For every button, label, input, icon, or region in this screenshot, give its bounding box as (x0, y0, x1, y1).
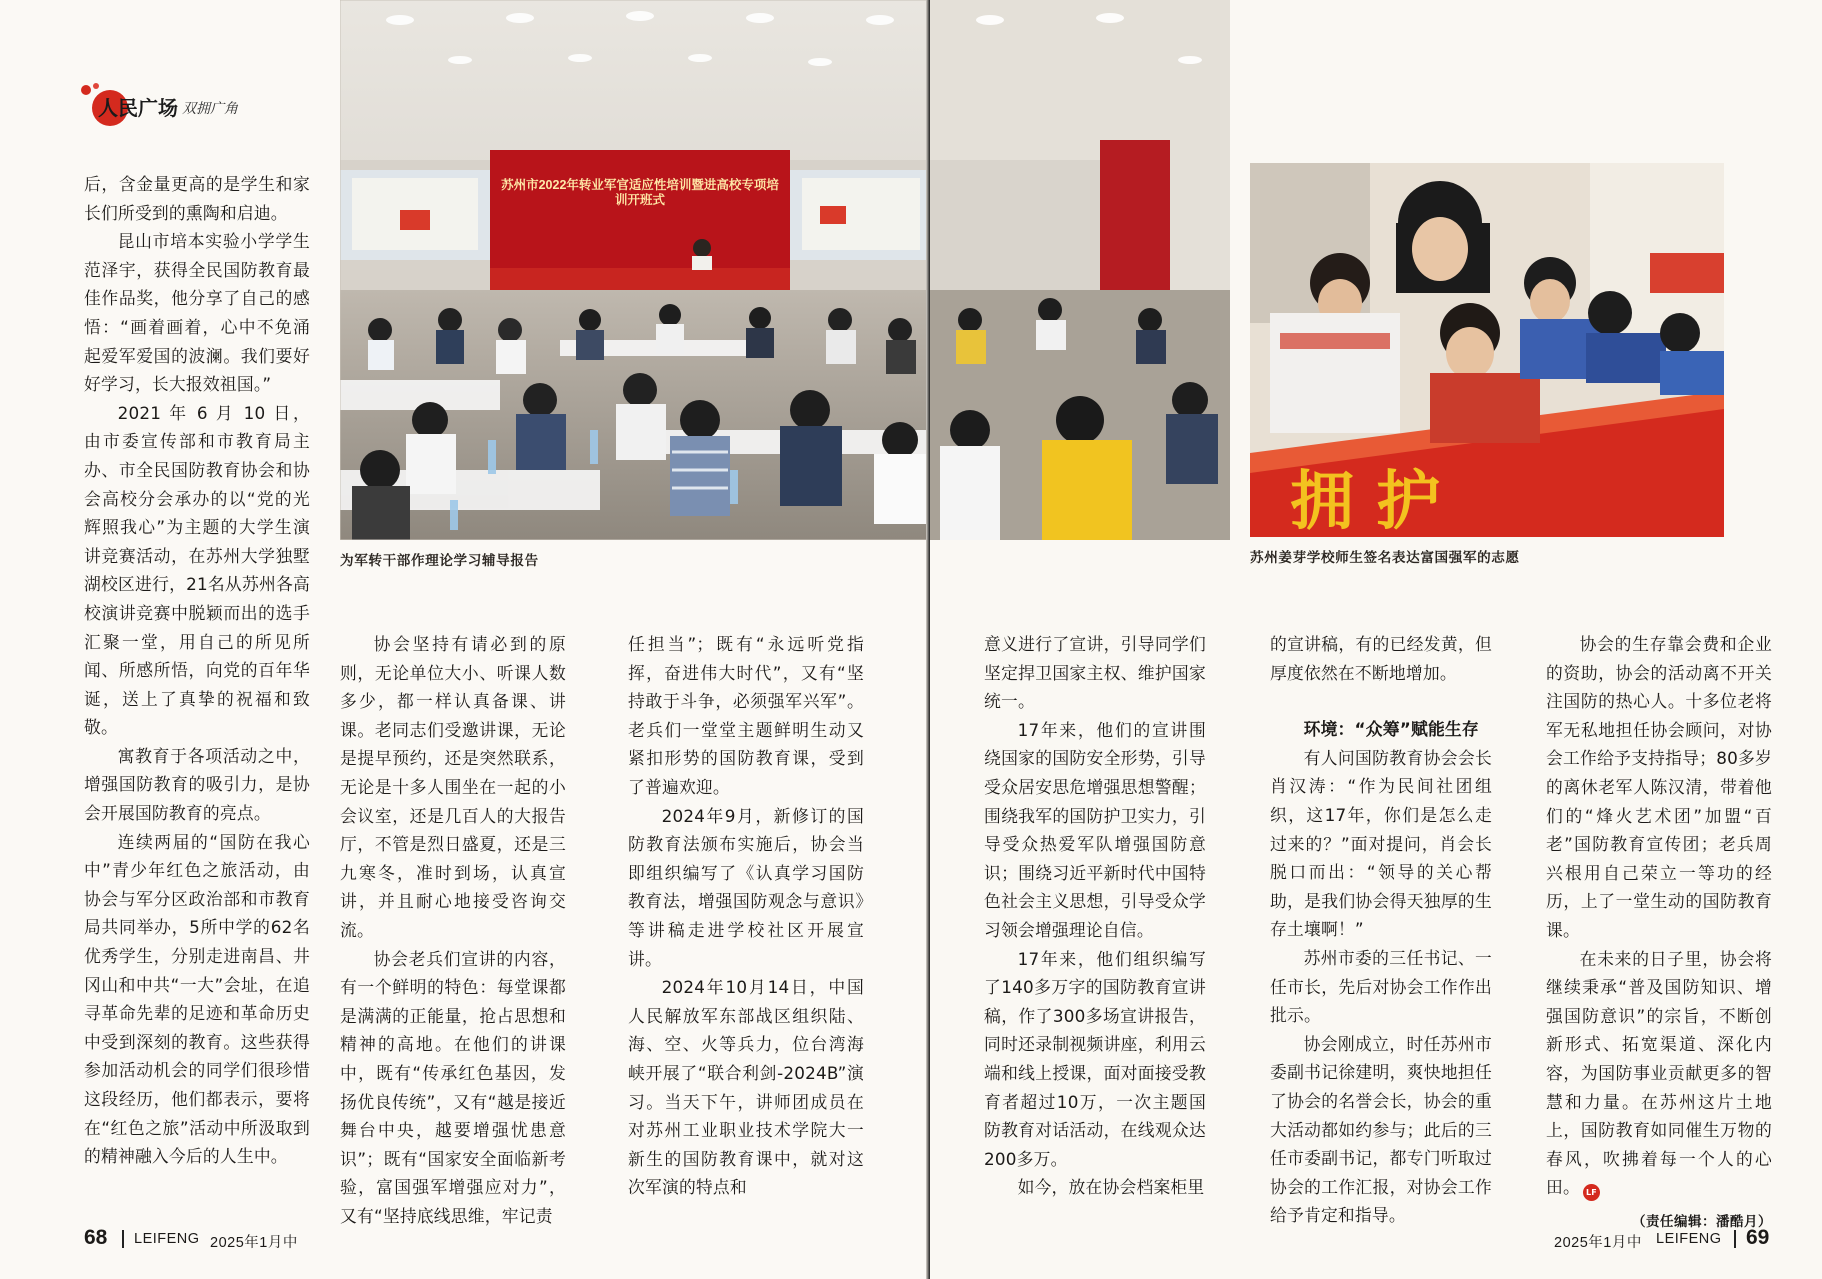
lecture-hall-photo-right (930, 0, 1230, 540)
event-banner-text: 苏州市2022年转业军官适应性培训暨进高校专项培训开班式 (501, 178, 779, 207)
footer-divider (122, 1230, 124, 1248)
paragraph: 有人问国防教育协会会长肖汉涛：“作为民间社团组织，这17年，你们是怎么走过来的？”面对提问，肖会长脱口而出：“领导的关心帮助，是我们协会得天独厚的生存土壤啊！” (1270, 747, 1492, 940)
paragraph: 协会坚持有请必到的原则，无论单位大小、听课人数多少，都一样认真备课、讲课。老同志们受邀讲课，无论是提早预约，还是突然联系，无论是十多人围坐在一起的小会议室，还是几百人的大报告厅，不管是烈日盛夏，还是三九寒冬，准时到场，认真宣讲，并且耐心地接受咨询交流。 (340, 634, 566, 940)
paragraph: 的宣讲稿，有的已经发黄，但厚度依然在不断地增加。 (1270, 634, 1492, 683)
footer-divider (1734, 1230, 1736, 1248)
svg-text:拥 护: 拥 护 (1290, 465, 1441, 537)
paragraph: 意义进行了宣讲，引导同学们坚定捍卫国家主权、维护国家统一。 (984, 634, 1206, 712)
paragraph: 任担当”；既有“永远听党指挥，奋进伟大时代”，又有“坚持敢于斗争，必须强军兴军”。老兵们一堂堂主题鲜明生动又紧扣形势的国防教育课，受到了普遍欢迎。 (628, 634, 864, 797)
end-mark-icon: LF (1583, 1184, 1600, 1201)
paragraph: 协会刚成立，时任苏州市委副书记徐建明，爽快地担任了协会的名誉会长，协会的重大活动都如约参与；此后的三任市委副书记，都专门听取过协会的工作汇报，对协会工作给予肯定和指导。 (1270, 1033, 1492, 1226)
left-magazine-name: LEIFENG (134, 1231, 200, 1247)
section-subtitle: 双拥广角 (182, 101, 238, 117)
right-page (930, 0, 1822, 1279)
paragraph: 后，含金量更高的是学生和家长们所受到的熏陶和启迪。 (84, 174, 310, 223)
right-col-1 (984, 630, 1206, 1202)
paragraph: 寓教育于各项活动之中，增强国防教育的吸引力，是协会开展国防教育的亮点。 (84, 745, 310, 824)
right-magazine-name: LEIFENG (1656, 1231, 1722, 1247)
paragraph: 协会老兵们宣讲的内容，有一个鲜明的特色：每堂课都是满满的正能量，抢占思想和精神的高地。在他们的讲课中，既有“传承红色基因，发扬优良传统”，又有“越是接近舞台中央，越要增强忧患意识”；既有“国家安全面临新考验，富国强军增强应对力”，又有“坚持底线思维，牢记责 (340, 948, 566, 1226)
left-issue-date: 2025年1月中 (210, 1235, 298, 1251)
paragraph: 17年来，他们的宣讲围绕国家的国防安全形势，引导受众居安思危增强思想警醒；围绕我军的国防护卫实力，引导受众热爱军队增强国防意识；围绕习近平新时代中国特色社会主义思想，引导受众学习领会增强理论自信。 (984, 719, 1206, 940)
paragraph: 2024年9月，新修订的国防教育法颁布实施后，协会当即组织编写了《认真学习国防教育法，增强国防观念与意识》等讲稿走进学校社区开展宣讲。 (628, 805, 864, 969)
right-col-3 (1546, 630, 1772, 1236)
paragraph-text: 在未来的日子里，协会将继续秉承“普及国防知识、增强国防意识”的宗旨，不断创新形式、拓宽渠道、深化内容，为国防事业贡献更多的智慧和力量。在苏州这片土地上，国防教育如同催生万物的春风，吹拂着每一个人的心田。 (1546, 948, 1772, 1198)
left-page-number: 68 (84, 1226, 108, 1249)
left-photo-caption: 为军转干部作理论学习辅导报告 (340, 553, 539, 569)
paragraph: 如今，放在协会档案柜里 (1017, 1177, 1205, 1198)
section-header (74, 80, 264, 130)
paragraph: 2021 年 6 月 10 日， 由市委宣传部和市教育局主办、市全民国防教育协会和协会高校分会承办的以“党的光辉照我心”为主题的大学生演讲竞赛活动，在苏州大学独墅湖校区进行，21名从苏州各高校演讲竞赛中脱颖而出的选手汇聚一堂，用自己的所见所闻、所感所悟，向党的百年华诞，送上了真挚的祝福和致敬。 (84, 402, 310, 738)
right-issue-date: 2025年1月中 (1554, 1235, 1642, 1251)
left-col-2 (340, 630, 566, 1230)
section-heading: 环境：“众筹”赋能生存 (1303, 719, 1479, 740)
paragraph: 苏州市委的三任书记、一任市长，先后对协会工作作出批示。 (1270, 947, 1492, 1026)
right-page-number: 69 (1746, 1226, 1770, 1249)
paragraph: 协会的生存靠会费和企业的资助，协会的活动离不开关注国防的热心人。十多位老将军无私地担任协会顾问，对协会工作给予支持指导；80多岁的离休老军人陈汉清，带着他们的“烽火艺术团”加盟“百老”国防教育宣传团；老兵周兴根用自己荣立一等功的经历，上了一堂生动的国防教育课。 (1546, 634, 1772, 940)
left-col-1 (84, 170, 310, 1171)
right-photo-caption: 苏州姜芽学校师生签名表达富国强军的志愿 (1250, 550, 1520, 566)
paragraph: 2024年10月14日，中国人民解放军东部战区组织陆、海、空、火等兵力，位台湾海峡开展了“联合利剑-2024B”演习。当天下午，讲师团成员在对苏州工业职业技术学院大一新生的国防教育课中，就对这次军演的特点和 (628, 977, 864, 1198)
paragraph: 昆山市培本实验小学学生范泽宇，获得全民国防教育最佳作品奖，他分享了自己的感悟：“画着画着，心中不免涌起爱军爱国的波澜。我们要好好学习，长大报效祖国。” (84, 231, 310, 395)
signing-banner-photo (1250, 163, 1724, 537)
paragraph (1546, 945, 1772, 1202)
editor-credit: （责任编辑：潘酷月） (1632, 1213, 1772, 1230)
right-col-2 (1270, 630, 1492, 1230)
paragraph: 连续两届的“国防在我心中”青少年红色之旅活动，由协会与军分区政治部和市教育局共同举办，5所中学的62名优秀学生，分别走进南昌、井冈山和中共“一大”会址，在追寻革命先辈的足迹和革命历史中受到深刻的教育。这些获得参加活动机会的同学们很珍惜这段经历，他们都表示，要将在“红色之旅”活动中所汲取到的精神融入今后的人生中。 (84, 831, 310, 1167)
section-title: 人民广场 (98, 96, 178, 120)
left-col-3 (628, 630, 864, 1202)
lecture-hall-photo (340, 0, 930, 540)
paragraph: 17年来，他们组织编写了140多万字的国防教育宣讲稿，作了300多场宣讲报告，同时还录制视频讲座，利用云端和线上授课，面对面接受教育者超过10万，一次主题国防教育对话活动，在线观众达200多万。 (984, 948, 1206, 1169)
